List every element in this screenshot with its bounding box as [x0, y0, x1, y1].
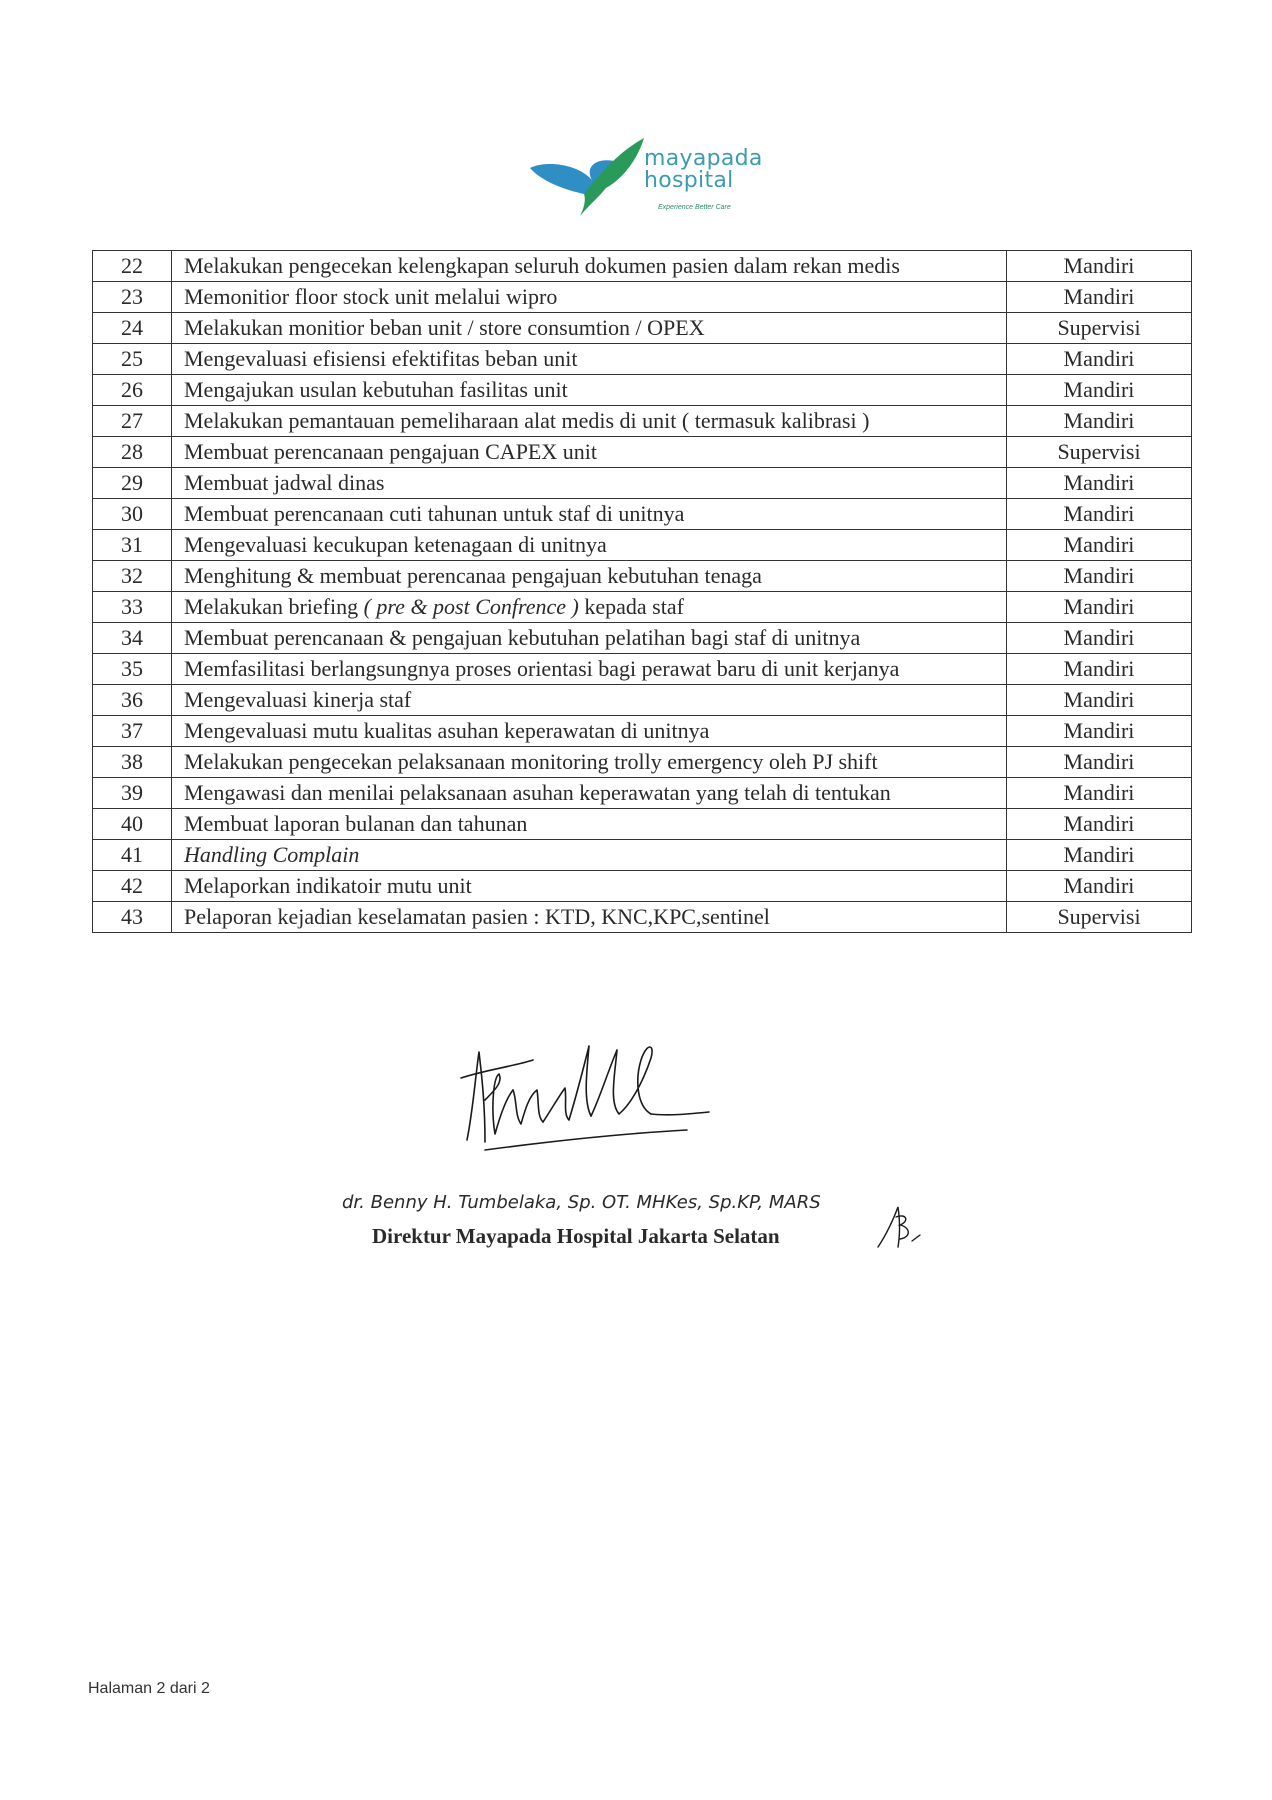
row-level: Mandiri	[1007, 716, 1192, 747]
table-row	[93, 809, 1192, 840]
row-level: Mandiri	[1007, 561, 1192, 592]
table-row	[93, 654, 1192, 685]
row-number: 30	[93, 499, 172, 530]
table-row	[93, 313, 1192, 344]
row-number: 43	[93, 902, 172, 933]
row-description: Membuat jadwal dinas	[172, 468, 1007, 499]
row-description: Mengevaluasi efisiensi efektifitas beban unit	[172, 344, 1007, 375]
table-row	[93, 871, 1192, 902]
table-row	[93, 902, 1192, 933]
row-description: Membuat perencanaan cuti tahunan untuk staf di unitnya	[172, 499, 1007, 530]
table-row	[93, 747, 1192, 778]
row-level: Mandiri	[1007, 871, 1192, 902]
table-row	[93, 685, 1192, 716]
signer-title: Direktur Mayapada Hospital Jakarta Selatan	[372, 1224, 780, 1248]
row-number: 35	[93, 654, 172, 685]
row-description: Mengevaluasi mutu kualitas asuhan keperawatan di unitnya	[172, 716, 1007, 747]
row-level: Mandiri	[1007, 778, 1192, 809]
row-number: 22	[93, 251, 172, 282]
italic-text: Handling Complain	[184, 842, 360, 867]
row-description: Memonitior floor stock unit melalui wipro	[172, 282, 1007, 313]
logo-tagline: Experience Better Care	[658, 204, 731, 211]
row-number: 40	[93, 809, 172, 840]
row-number: 39	[93, 778, 172, 809]
table-row	[93, 592, 1192, 623]
row-description: Membuat perencanaan pengajuan CAPEX unit	[172, 437, 1007, 468]
row-description: Melaporkan indikatoir mutu unit	[172, 871, 1007, 902]
row-number: 34	[93, 623, 172, 654]
table-row	[93, 406, 1192, 437]
italic-text: ( pre & post Confrence )	[363, 594, 579, 619]
row-level: Mandiri	[1007, 406, 1192, 437]
table-row	[93, 530, 1192, 561]
row-description: Membuat laporan bulanan dan tahunan	[172, 809, 1007, 840]
row-description: Mengevaluasi kecukupan ketenagaan di unitnya	[172, 530, 1007, 561]
row-number: 23	[93, 282, 172, 313]
row-level: Mandiri	[1007, 375, 1192, 406]
row-level: Supervisi	[1007, 902, 1192, 933]
table-row	[93, 716, 1192, 747]
description-text: kepada staf	[578, 594, 684, 619]
row-number: 38	[93, 747, 172, 778]
row-description: Melakukan monitior beban unit / store consumtion / OPEX	[172, 313, 1007, 344]
table-row	[93, 344, 1192, 375]
row-level: Supervisi	[1007, 437, 1192, 468]
duties-table-body	[93, 251, 1192, 933]
row-level: Mandiri	[1007, 654, 1192, 685]
table-row	[93, 468, 1192, 499]
row-level: Mandiri	[1007, 282, 1192, 313]
logo-name-line1: mayapada	[644, 146, 763, 171]
duties-table	[92, 250, 1192, 933]
row-level: Mandiri	[1007, 747, 1192, 778]
row-description: Pelaporan kejadian keselamatan pasien : KTD, KNC,KPC,sentinel	[172, 902, 1007, 933]
row-description: Memfasilitasi berlangsungnya proses orientasi bagi perawat baru di unit kerjanya	[172, 654, 1007, 685]
initial-mark	[870, 1195, 930, 1255]
row-level: Mandiri	[1007, 809, 1192, 840]
description-text: Melakukan briefing	[184, 594, 364, 619]
table-row	[93, 437, 1192, 468]
row-number: 25	[93, 344, 172, 375]
row-number: 26	[93, 375, 172, 406]
row-description: Mengajukan usulan kebutuhan fasilitas unit	[172, 375, 1007, 406]
handwritten-signature	[455, 1030, 755, 1160]
row-number: 29	[93, 468, 172, 499]
page-number: Halaman 2 dari 2	[88, 1680, 210, 1697]
row-number: 27	[93, 406, 172, 437]
hospital-logo	[526, 132, 776, 222]
row-description: Menghitung & membuat perencanaa pengajuan kebutuhan tenaga	[172, 561, 1007, 592]
row-level: Mandiri	[1007, 592, 1192, 623]
table-row	[93, 251, 1192, 282]
row-description: Melakukan pengecekan pelaksanaan monitoring trolly emergency oleh PJ shift	[172, 747, 1007, 778]
table-row	[93, 375, 1192, 406]
table-row	[93, 623, 1192, 654]
row-level: Mandiri	[1007, 530, 1192, 561]
table-row	[93, 840, 1192, 871]
row-number: 42	[93, 871, 172, 902]
row-description: Mengawasi dan menilai pelaksanaan asuhan keperawatan yang telah di tentukan	[172, 778, 1007, 809]
signer-name: dr. Benny H. Tumbelaka, Sp. OT. MHKes, Sp.KP, MARS	[342, 1192, 821, 1213]
row-description: Melakukan pengecekan kelengkapan seluruh dokumen pasien dalam rekan medis	[172, 251, 1007, 282]
row-level: Mandiri	[1007, 468, 1192, 499]
table-row	[93, 499, 1192, 530]
row-level: Mandiri	[1007, 840, 1192, 871]
row-level: Mandiri	[1007, 685, 1192, 716]
row-number: 31	[93, 530, 172, 561]
row-number: 28	[93, 437, 172, 468]
row-description	[172, 840, 1007, 871]
table-row	[93, 778, 1192, 809]
table-row	[93, 561, 1192, 592]
row-number: 24	[93, 313, 172, 344]
row-level: Mandiri	[1007, 344, 1192, 375]
row-number: 32	[93, 561, 172, 592]
row-number: 33	[93, 592, 172, 623]
row-number: 41	[93, 840, 172, 871]
heart-logo-icon	[526, 132, 656, 222]
row-number: 37	[93, 716, 172, 747]
logo-name-line2: hospital	[644, 168, 734, 193]
logo-wordmark	[644, 148, 763, 192]
row-description: Membuat perencanaan & pengajuan kebutuhan pelatihan bagi staf di unitnya	[172, 623, 1007, 654]
row-description	[172, 592, 1007, 623]
table-row	[93, 282, 1192, 313]
row-number: 36	[93, 685, 172, 716]
row-level: Supervisi	[1007, 313, 1192, 344]
row-description: Melakukan pemantauan pemeliharaan alat medis di unit ( termasuk kalibrasi )	[172, 406, 1007, 437]
row-description: Mengevaluasi kinerja staf	[172, 685, 1007, 716]
row-level: Mandiri	[1007, 499, 1192, 530]
row-level: Mandiri	[1007, 623, 1192, 654]
row-level: Mandiri	[1007, 251, 1192, 282]
